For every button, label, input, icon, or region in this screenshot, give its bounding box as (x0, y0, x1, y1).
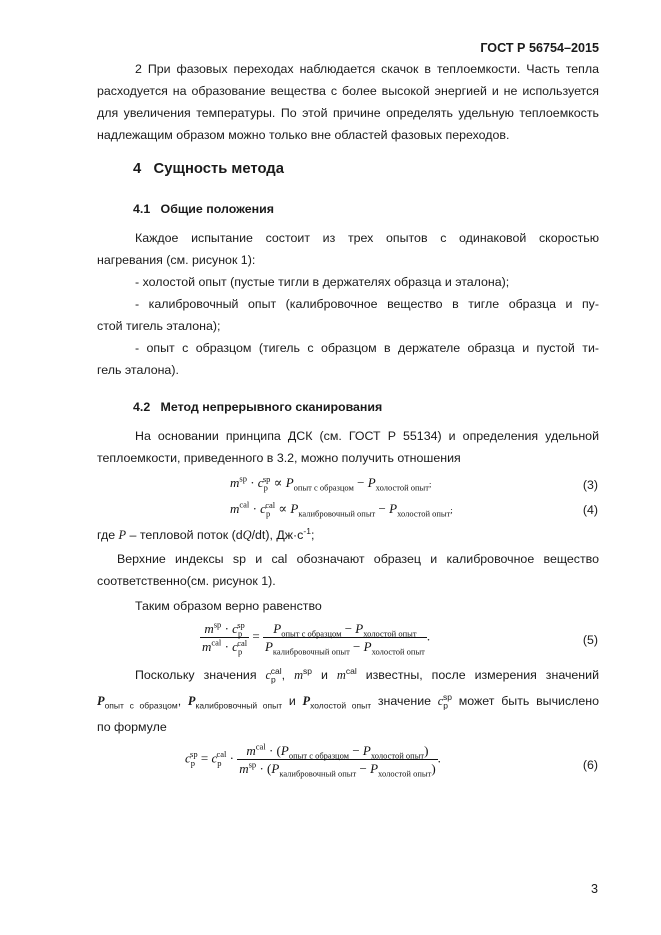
body-line: Каждое испытание состоит из трех опытов с одинаковой скоростью (135, 231, 599, 245)
note-2 (97, 58, 599, 146)
equation-number-5: (5) (582, 633, 598, 647)
where-line: где P – тепловой поток (dQ/dt), $Дж\cdot с^{-1}$; (97, 525, 315, 542)
page-number: 3 (590, 882, 598, 896)
document-id: ГОСТ Р 56754–2015 (480, 41, 599, 55)
note-2-line: надлежащим образом можно только вне областей фазовых переходов. (97, 128, 510, 142)
body-line: Поскольку значения $c_p^{cal}$, $m^{sp}$ и $m^{cal}$ известны, после измерения значений (135, 665, 599, 685)
equation-6: $c_p^{sp} = c_p^{cal}$ · $\frac{m^{cal} \cdot (P_{опыт с образцом} - P_{холостой опыт})}{m^{sp} \cdot (P_{калибровочный опыт} - P_{холостой опыт})}$ . (185, 741, 441, 779)
fraction-left: $\frac{m^{sp} \cdot c_p^{sp}}{m^{cal} \cdot c_p^{cal}}$ (202, 619, 248, 657)
equation-number-6: (6) (582, 758, 598, 772)
equation-number-3: (3) (582, 478, 598, 492)
body-line: теплоемкости, приведенного в 3.2, можно получить отношения (97, 451, 461, 465)
body-line: по формуле (97, 720, 167, 734)
section-4-title: 4 Сущность метода (133, 161, 284, 177)
note-2-line: для увеличения температуры. По этой причине определять удельную теплоемкость (97, 106, 599, 120)
equation-3: $m^{sp} \cdot c_p^{sp} \propto P_{опыт с образцом} - P_{холостой опыт}$; (230, 473, 432, 493)
list-item: - калибровочный опыт (калибровочное вещество в тигле образца и пу- (135, 297, 599, 311)
body-line: Таким образом верно равенство (135, 599, 322, 613)
body-line: соответственно(см. рисунок 1). (97, 574, 276, 588)
list-item: - опыт с образцом (тигель с образцом в держателе образца и пустой ти- (135, 341, 599, 355)
fraction-eq6: $\frac{m^{cal} \cdot (P_{опыт с образцом} - P_{холостой опыт})}{m^{sp} \cdot (P_{калибровочный опыт} - P_{холостой опыт})}$ (239, 741, 436, 779)
equation-4: $m^{cal} \cdot c_p^{cal} \propto P_{калибровочный опыт} - P_{холостой опыт}$; (230, 499, 453, 519)
equation-number-4: (4) (582, 503, 598, 517)
subsection-4-2-p2 (97, 548, 599, 592)
note-2-line: 2 При фазовых переходах наблюдается скачок в теплоемкости. Часть тепла (135, 62, 599, 76)
fraction-right: $\frac{P_{опыт с образцом} - P_{холостой опыт}}{P_{калибровочный опыт} - P_{холостой опыт}}$ (264, 621, 425, 657)
subsection-4-1-title: 4.1 Общие положения (133, 202, 274, 216)
subsection-4-1-body (97, 227, 599, 381)
body-line: нагревания (см. рисунок 1): (97, 253, 256, 267)
subsection-4-2-title: 4.2 Метод непрерывного сканирования (133, 400, 383, 414)
list-item-cont: гель эталона). (97, 363, 179, 377)
list-item-cont: стой тигель эталона); (97, 319, 221, 333)
list-item: - холостой опыт (пустые тигли в держателях образца и эталона); (135, 275, 510, 289)
body-line: На основании принципа ДСК (см. ГОСТ Р 55134) и определения удельной (135, 429, 599, 443)
body-line: Верхние индексы sp и cal обозначают образец и калибровочное вещество (117, 552, 599, 566)
body-line: $P_{опыт с образцом}$, $P_{калибровочный опыт}$ и $P_{холостой опыт}$ значение $c_p^{sp}$ может быть вычислено (97, 691, 599, 711)
equation-5: $\frac{m^{sp} \cdot c_p^{sp}}{m^{cal} \cdot c_p^{cal}}$ = $\frac{P_{опыт с образцом} - P_{холостой опыт}}{P_{калибровочный опыт} - P_{холостой опыт}}$ . (202, 619, 431, 657)
subsection-4-2-p1 (97, 425, 599, 469)
note-2-line: расходуется на образование вещества с более высокой энергией и не используется (97, 84, 599, 98)
